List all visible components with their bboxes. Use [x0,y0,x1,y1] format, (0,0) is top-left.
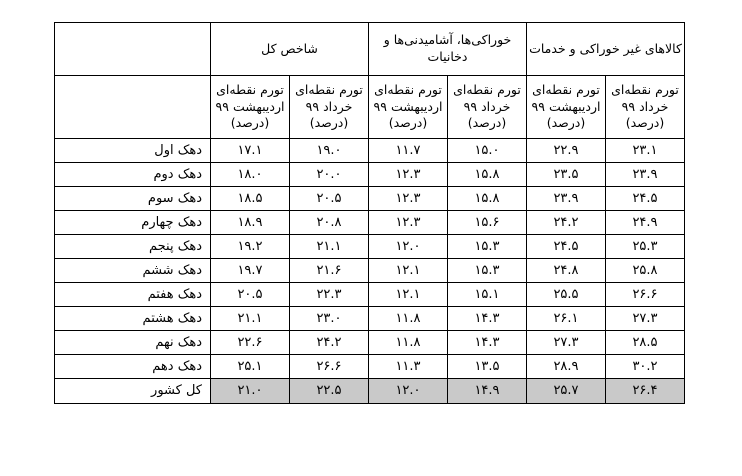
cell-food-khordad: ۱۵.۶ [448,211,527,235]
cell-non-food-ordibehesht: ۲۸.۹ [527,355,606,379]
group-header-non-food-goods-services: کالاهای غیر خوراکی و خدمات [527,23,685,76]
cell-total-ordibehesht: ۲۲.۶ [211,331,290,355]
group-header-food-beverages-tobacco: خوراکی‌ها، آشامیدنی‌ها و دخانیات [369,23,527,76]
cell-total-khordad: ۲۰.۸ [290,211,369,235]
cell-food-khordad: ۱۵.۳ [448,259,527,283]
sub-header-total-ordibehesht-99 [211,76,290,139]
cell-food-khordad: ۱۴.۳ [448,331,527,355]
cell-food-ordibehesht: ۱۲.۳ [369,187,448,211]
inflation-by-decile-table [54,22,685,404]
sub-header-line-2: اردیبهشت ۹۹ [215,98,285,114]
cell-non-food-khordad: ۲۶.۶ [606,283,685,307]
cell-total-khordad: ۲۱.۱ [290,235,369,259]
cell-food-khordad: ۱۵.۸ [448,163,527,187]
sub-header-line-1: تورم نقطه‌ای [611,81,679,97]
cell-total-khordad: ۲۳.۰ [290,307,369,331]
sub-header-line-2: اردیبهشت ۹۹ [373,98,443,114]
sub-header-line-3: (درصد) [467,115,507,131]
cell-total-ordibehesht: ۲۱.۱ [211,307,290,331]
cell-non-food-ordibehesht: ۲۵.۵ [527,283,606,307]
cell-non-food-khordad: ۲۵.۳ [606,235,685,259]
cell-total-khordad: ۲۰.۰ [290,163,369,187]
table-row [55,355,685,379]
cell-non-food-khordad: ۲۴.۹ [606,211,685,235]
cell-food-ordibehesht: ۱۲.۰ [369,235,448,259]
cell-non-food-ordibehesht: ۲۴.۵ [527,235,606,259]
table-row [55,331,685,355]
cell-total-ordibehesht: ۲۰.۵ [211,283,290,307]
cell-total-ordibehesht: ۱۹.۷ [211,259,290,283]
cell-total-khordad: ۲۲.۳ [290,283,369,307]
sub-header-line-1: تورم نقطه‌ای [295,81,363,97]
cell-food-khordad: ۱۵.۰ [448,139,527,163]
table-row [55,187,685,211]
sub-header-line-3: (درصد) [625,115,665,131]
row-label: دهک دهم [55,355,211,379]
cell-non-food-ordibehesht: ۲۳.۵ [527,163,606,187]
cell-total-khordad: ۲۰.۵ [290,187,369,211]
cell-non-food-ordibehesht: ۲۳.۹ [527,187,606,211]
cell-food-khordad: ۱۵.۸ [448,187,527,211]
cell-food-ordibehesht: ۱۱.۸ [369,331,448,355]
total-cell-non-food-khordad: ۲۶.۴ [606,379,685,404]
sub-header-line-1: تورم نقطه‌ای [216,81,284,97]
sub-header-line-3: (درصد) [546,115,586,131]
sub-header-total-khordad-99 [290,76,369,139]
sub-header-line-2: اردیبهشت ۹۹ [531,98,601,114]
cell-non-food-khordad: ۲۸.۵ [606,331,685,355]
cell-food-ordibehesht: ۱۲.۳ [369,211,448,235]
cell-food-ordibehesht: ۱۲.۳ [369,163,448,187]
sub-header-line-2: خرداد ۹۹ [463,98,511,114]
row-label: دهک اول [55,139,211,163]
sub-header-non-food-khordad-99 [606,76,685,139]
sub-header-non-food-ordibehesht-99 [527,76,606,139]
total-cell-non-food-ordibehesht: ۲۵.۷ [527,379,606,404]
row-label: دهک ششم [55,259,211,283]
table-total-row [55,379,685,404]
row-label: دهک چهارم [55,211,211,235]
sub-header-line-3: (درصد) [230,115,270,131]
sub-header-food-ordibehesht-99 [369,76,448,139]
cell-total-khordad: ۱۹.۰ [290,139,369,163]
table-row [55,307,685,331]
cell-non-food-khordad: ۲۳.۱ [606,139,685,163]
row-label: دهک هفتم [55,283,211,307]
total-row-label: کل کشور [55,379,211,404]
table-row [55,259,685,283]
row-label: دهک دوم [55,163,211,187]
row-label: دهک نهم [55,331,211,355]
total-cell-food-khordad: ۱۴.۹ [448,379,527,404]
sub-header-line-1: تورم نقطه‌ای [453,81,521,97]
cell-non-food-khordad: ۲۷.۳ [606,307,685,331]
total-cell-total-khordad: ۲۲.۵ [290,379,369,404]
total-cell-food-ordibehesht: ۱۲.۰ [369,379,448,404]
table-row [55,139,685,163]
cell-food-ordibehesht: ۱۱.۸ [369,307,448,331]
cell-total-ordibehesht: ۱۹.۲ [211,235,290,259]
sub-header-line-2: خرداد ۹۹ [305,98,353,114]
cell-non-food-ordibehesht: ۲۴.۸ [527,259,606,283]
total-cell-total-ordibehesht: ۲۱.۰ [211,379,290,404]
cell-non-food-ordibehesht: ۲۲.۹ [527,139,606,163]
cell-total-khordad: ۲۱.۶ [290,259,369,283]
cell-food-khordad: ۱۴.۳ [448,307,527,331]
cell-non-food-ordibehesht: ۲۷.۳ [527,331,606,355]
cell-non-food-ordibehesht: ۲۶.۱ [527,307,606,331]
inflation-table-container [55,22,685,404]
row-label: دهک پنجم [55,235,211,259]
cell-total-ordibehesht: ۱۸.۵ [211,187,290,211]
row-label: دهک هشتم [55,307,211,331]
cell-total-ordibehesht: ۱۷.۱ [211,139,290,163]
cell-food-ordibehesht: ۱۲.۱ [369,259,448,283]
cell-food-ordibehesht: ۱۲.۱ [369,283,448,307]
cell-total-ordibehesht: ۱۸.۰ [211,163,290,187]
sub-header-line-3: (درصد) [309,115,349,131]
table-row [55,163,685,187]
sub-header-food-khordad-99 [448,76,527,139]
cell-food-ordibehesht: ۱۱.۳ [369,355,448,379]
cell-non-food-khordad: ۲۳.۹ [606,163,685,187]
cell-non-food-khordad: ۳۰.۲ [606,355,685,379]
sub-header-line-1: تورم نقطه‌ای [532,81,600,97]
cell-total-khordad: ۲۴.۲ [290,331,369,355]
table-group-header-row [55,23,685,76]
table-row [55,235,685,259]
sub-header-line-1: تورم نقطه‌ای [374,81,442,97]
table-row [55,211,685,235]
cell-non-food-ordibehesht: ۲۴.۲ [527,211,606,235]
cell-non-food-khordad: ۲۵.۸ [606,259,685,283]
group-header-total-index: شاخص کل [211,23,369,76]
table-sub-header-row [55,76,685,139]
table-row [55,283,685,307]
cell-food-ordibehesht: ۱۱.۷ [369,139,448,163]
cell-total-khordad: ۲۶.۶ [290,355,369,379]
sub-header-row-label-blank [55,76,211,139]
sub-header-line-2: خرداد ۹۹ [621,98,669,114]
cell-total-ordibehesht: ۲۵.۱ [211,355,290,379]
sub-header-line-3: (درصد) [388,115,428,131]
row-label: دهک سوم [55,187,211,211]
cell-total-ordibehesht: ۱۸.۹ [211,211,290,235]
cell-food-khordad: ۱۳.۵ [448,355,527,379]
cell-food-khordad: ۱۵.۳ [448,235,527,259]
cell-food-khordad: ۱۵.۱ [448,283,527,307]
cell-non-food-khordad: ۲۴.۵ [606,187,685,211]
group-header-row-label-blank [55,23,211,76]
